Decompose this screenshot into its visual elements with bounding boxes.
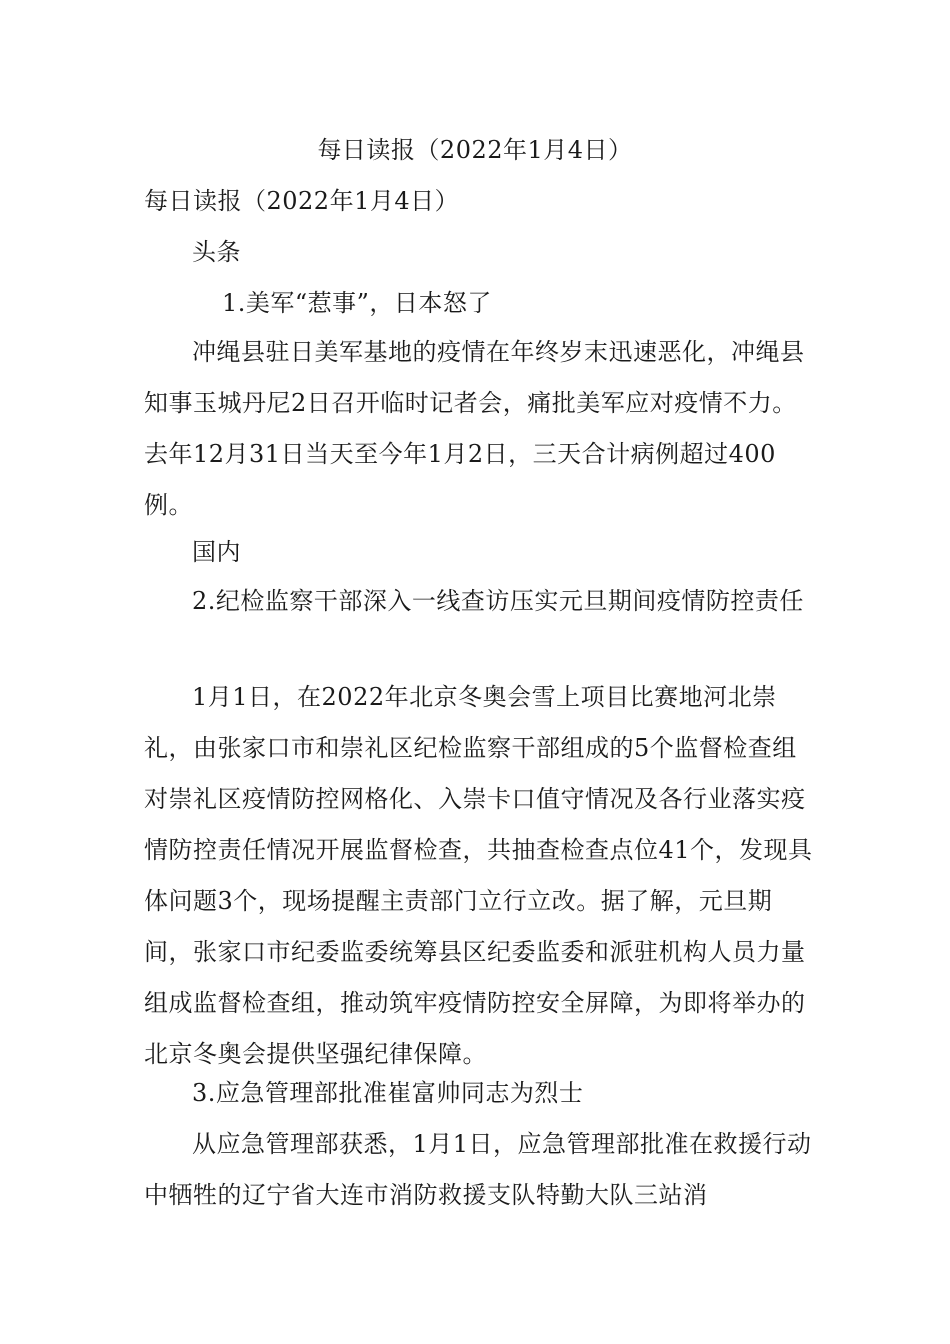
document-title: 每日读报（2022年1月4日）: [317, 136, 633, 164]
item3-body: 从应急管理部获悉，1月1日，应急管理部批准在救援行动中牺牲的辽宁省大连市消防救援支队特勤大队三站消: [144, 1130, 812, 1209]
item3-title: 3.应急管理部批准崔富帅同志为烈士: [192, 1079, 584, 1107]
item1-body: 冲绳县驻日美军基地的疫情在年终岁末迅速恶化，冲绳县知事玉城丹尼2日召开临时记者会，痛批美军应对疫情不力。去年12月31日当天至今年1月2日，三天合计病例超过400例。: [144, 338, 805, 519]
section-heading-domestic: 国内: [192, 538, 241, 566]
section-heading-headline: 头条: [192, 238, 241, 266]
item2-title: 2.纪检监察干部深入一线查访压实元旦期间疫情防控责任: [192, 587, 804, 615]
document-subtitle: 每日读报（2022年1月4日）: [144, 187, 460, 215]
item1-title: 1.美军“惹事”，日本怒了: [222, 289, 492, 317]
item2-body: 1月1日，在2022年北京冬奥会雪上项目比赛地河北崇礼，由张家口市和崇礼区纪检监察干部组成的5个监督检查组对崇礼区疫情防控网格化、入崇卡口值守情况及各行业落实疫情防控责任情况开展监督检查，共抽查检查点位41个，发现具体问题3个，现场提醒主责部门立行立改。据了解，元旦期间，张家口市纪委监委统筹县区纪委监委和派驻机构人员力量组成监督检查组，推动筑牢疫情防控安全屏障，为即将举办的北京冬奥会提供坚强纪律保障。: [144, 683, 813, 1068]
